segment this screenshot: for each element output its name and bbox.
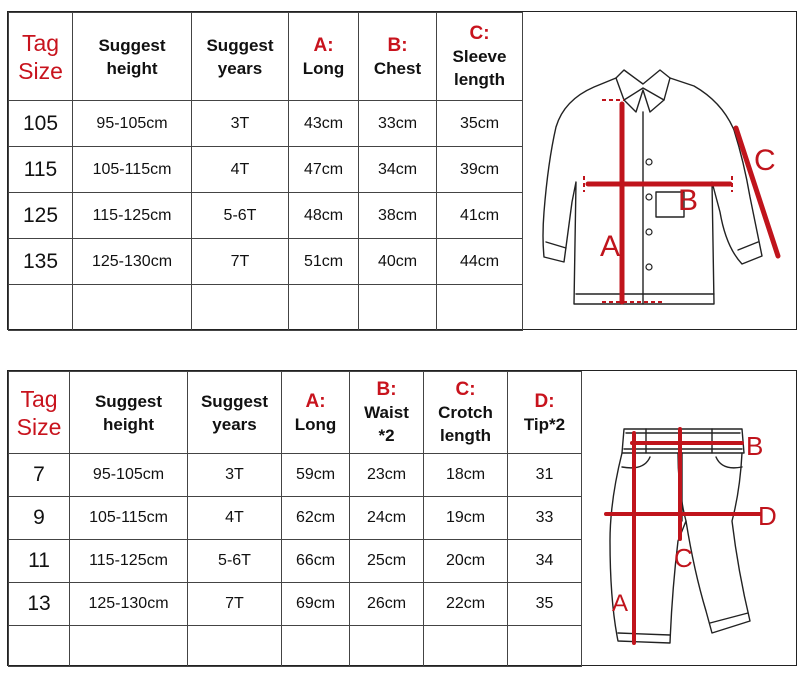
suggest-years-header [188,372,282,454]
table-header-row [9,372,582,454]
header-letter: B: [387,34,408,56]
table-header-row [9,13,523,101]
header-line: Long [294,414,337,434]
table-row [9,101,523,147]
height-cell: 105-115cm [73,147,192,193]
table-row [9,583,582,626]
suggest-height-header [73,13,192,101]
height-cell: 95-105cm [70,454,188,497]
sleeve-cell: 39cm [437,147,523,193]
header-letter: C: [455,379,476,400]
empty-cell [437,285,523,331]
header-line: Sleeve [452,47,507,66]
chest-cell: 38cm [359,193,437,239]
height-cell: 105-115cm [70,497,188,540]
long-cell: 48cm [289,193,359,239]
empty-cell [359,285,437,331]
table-row [9,497,582,540]
height-cell: 95-105cm [73,101,192,147]
button-dot [646,194,652,200]
pants-size-chart [7,370,797,666]
tag-size-label-line: Tag [20,385,58,412]
suggest-years-header [192,13,289,101]
chest-cell: 33cm [359,101,437,147]
waist-cell: 26cm [350,583,424,626]
header-line: Waist [364,403,409,422]
tag-size-label-line: Tag [21,29,60,56]
crotch-cell: 18cm [424,454,508,497]
sleeve-length-header [437,13,523,101]
height-cell: 115-125cm [73,193,192,239]
size-cell: 125 [9,193,73,239]
header-line: length [454,70,505,89]
crotch-cell: 22cm [424,583,508,626]
table-row [9,454,582,497]
chest-header [359,13,437,101]
tip-cell: 35 [508,583,582,626]
long-cell: 59cm [282,454,350,497]
header-line: height [106,58,158,78]
header-line: Tip*2 [523,414,566,434]
years-cell: 7T [188,583,282,626]
tip-header [508,372,582,454]
shirt-size-table [8,12,523,331]
size-cell: 9 [9,497,70,540]
chest-cell: 34cm [359,147,437,193]
diagram-label-b: B [678,184,699,217]
empty-cell [289,285,359,331]
empty-cell [508,626,582,667]
empty-cell [350,626,424,667]
chest-cell: 40cm [359,239,437,285]
years-cell: 4T [188,497,282,540]
header-letter: C: [469,23,490,44]
pants-size-table [8,371,582,667]
long-cell: 62cm [282,497,350,540]
size-cell: 11 [9,540,70,583]
diagram-label-d: D [758,501,777,531]
tag-size-label-line: Size [16,413,62,440]
long-header [282,372,350,454]
button-dot [646,264,652,270]
shirt-diagram [524,12,796,330]
empty-cell [188,626,282,667]
button-dot [646,159,652,165]
empty-row [9,626,582,667]
years-cell: 5-6T [188,540,282,583]
size-cell: 7 [9,454,70,497]
diagram-label-c: C [674,543,693,573]
size-cell: 135 [9,239,73,285]
button-dot [646,229,652,235]
sleeve-cell: 41cm [437,193,523,239]
years-cell: 5-6T [192,193,289,239]
height-cell: 115-125cm [70,540,188,583]
height-cell: 125-130cm [70,583,188,626]
table-row [9,147,523,193]
header-letter: B: [376,379,397,400]
empty-cell [282,626,350,667]
tip-cell: 34 [508,540,582,583]
empty-cell [9,626,70,667]
empty-cell [192,285,289,331]
header-line: Chest [373,58,422,78]
header-line: length [440,426,491,445]
long-cell: 51cm [289,239,359,285]
tag-size-label-line: Size [18,57,63,84]
pants-diagram [582,371,796,666]
crotch-length-header [424,372,508,454]
sleeve-cell: 44cm [437,239,523,285]
table-row [9,540,582,583]
header-letter: D: [534,390,555,412]
shirt-size-chart [7,11,797,330]
header-line: years [212,414,257,434]
long-header [289,13,359,101]
header-line: years [217,58,263,78]
long-cell: 43cm [289,101,359,147]
empty-cell [424,626,508,667]
table-row [9,239,523,285]
size-cell: 13 [9,583,70,626]
waist-cell: 25cm [350,540,424,583]
header-line: height [103,414,154,434]
long-cell: 69cm [282,583,350,626]
header-line: Suggest [98,35,166,55]
sleeve-cell: 35cm [437,101,523,147]
empty-cell [9,285,73,331]
diagram-label-c: C [754,144,776,177]
header-line: Suggest [206,35,274,55]
header-line: Suggest [94,391,163,411]
crotch-cell: 19cm [424,497,508,540]
suggest-height-header [70,372,188,454]
header-letter: A: [313,34,334,56]
tip-cell: 31 [508,454,582,497]
empty-row [9,285,523,331]
tag-size-header [9,13,73,101]
header-line: Long [302,58,345,78]
years-cell: 7T [192,239,289,285]
header-line: *2 [378,426,395,445]
header-line: Crotch [438,403,493,422]
diagram-label-a: A [612,590,629,617]
size-cell: 105 [9,101,73,147]
empty-cell [70,626,188,667]
diagram-label-b: B [746,431,764,461]
empty-cell [73,285,192,331]
size-cell: 115 [9,147,73,193]
years-cell: 3T [192,101,289,147]
long-cell: 66cm [282,540,350,583]
diagram-label-a: A [600,230,621,263]
height-cell: 125-130cm [73,239,192,285]
pants-illustration [582,371,796,666]
header-line: Suggest [200,391,269,411]
years-cell: 4T [192,147,289,193]
waist-cell: 23cm [350,454,424,497]
long-cell: 47cm [289,147,359,193]
waist-header [350,372,424,454]
years-cell: 3T [188,454,282,497]
waist-cell: 24cm [350,497,424,540]
tip-cell: 33 [508,497,582,540]
shirt-illustration [524,12,796,330]
table-row [9,193,523,239]
measurement-lines [606,429,760,643]
tag-size-header [9,372,70,454]
header-letter: A: [305,390,326,412]
crotch-cell: 20cm [424,540,508,583]
